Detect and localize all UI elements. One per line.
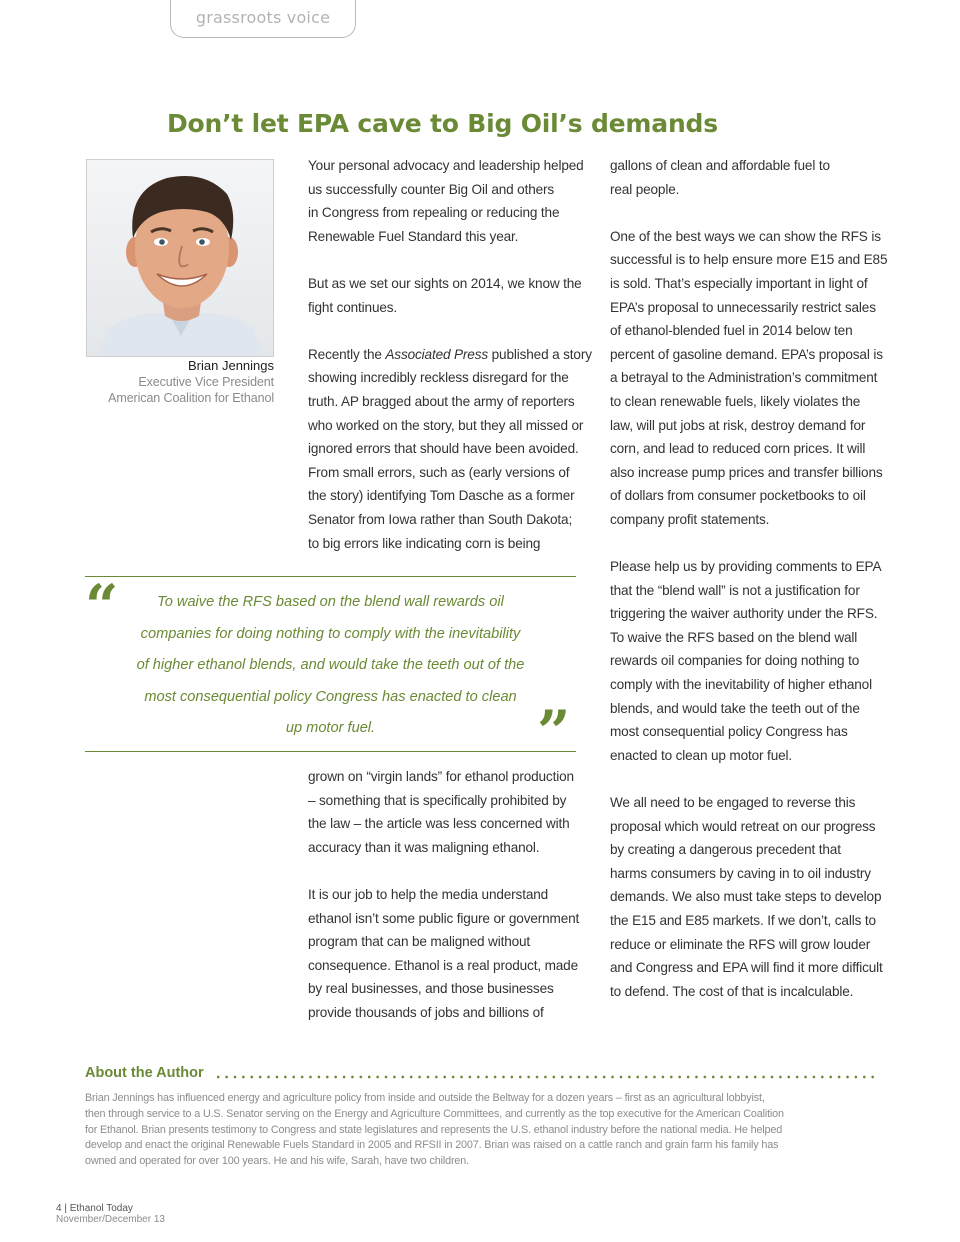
text-line: gallons of clean and affordable fuel to — [610, 158, 830, 173]
paragraph — [308, 343, 592, 555]
article-column-a — [308, 154, 592, 555]
text-line: to big errors like indicating corn is being — [308, 535, 541, 551]
pull-quote-line: of higher ethanol blends, and would take the teeth out of the — [136, 657, 525, 673]
text-line: Senator from Iowa rather than South Dakota; — [308, 511, 573, 527]
footer-separator: | — [64, 1203, 67, 1214]
paragraph — [308, 765, 579, 859]
text-line: most consequential policy Congress has — [610, 724, 848, 740]
author-photo — [86, 159, 274, 357]
text-line: grown on “virgin lands” for ethanol production — [308, 769, 574, 784]
text-line: the law – the article was less concerned with — [308, 816, 570, 832]
pull-quote-line: most consequential policy Congress has enacted to clean — [144, 688, 517, 705]
text-line: who worked on the story, but they all missed or — [308, 417, 584, 433]
text-line: the story) identifying Tom Dasche as a former — [308, 488, 575, 504]
text-line: ethanol isn’t some public figure or government — [308, 910, 580, 926]
text-line: Recently the Associated Press published a story — [308, 346, 592, 362]
text-line: proposal which would retreat on our progress — [610, 818, 876, 834]
text-line: also increase pump prices and transfer billions — [610, 464, 883, 480]
about-line: develop and enact the original Renewable Fuels Standard in 2005 and RFSII in 2007. Brian was raised on a cattle ranch and grain farm his family has — [85, 1139, 779, 1152]
close-quote-mark: ” — [537, 698, 571, 766]
text-line: ignored errors that should have been avoided. — [308, 441, 579, 457]
pull-quote-text — [85, 587, 576, 745]
pull-quote-line: up motor fuel. — [285, 720, 376, 736]
author-organization: American Coalition for Ethanol — [108, 391, 274, 405]
about-line: Brian Jennings has influenced energy and agriculture policy from inside and outside the Beltway for a dozen years – first as an agricultural lobbyist, — [85, 1092, 765, 1104]
paragraph — [610, 555, 887, 767]
text-line: of dollars from consumer pocketbooks to oil — [610, 488, 866, 504]
text-line: One of the best ways we can show the RFS is — [610, 228, 881, 244]
text-line: accuracy than it was maligning ethanol. — [308, 839, 540, 855]
text-line: company profit statements. — [610, 511, 770, 527]
paragraph — [610, 154, 887, 201]
section-tab: grassroots voice — [170, 0, 356, 38]
text-line: Your personal advocacy and leadership helped — [308, 158, 584, 173]
issue-date: November/December 13 — [56, 1214, 165, 1225]
text-line: consequence. Ethanol is a real product, made — [308, 957, 578, 973]
author-byline — [60, 358, 274, 406]
page-footer — [56, 1203, 165, 1225]
text-line: reduce or eliminate the RFS will grow louder — [610, 936, 871, 952]
text-line: law, will put jobs at risk, destroy demand for — [610, 417, 866, 433]
text-line: – something that is specifically prohibited by — [308, 792, 567, 808]
text-line: that the “blend wall” is not a justification for — [610, 582, 860, 598]
about-line: owned and operated for over 100 years. He and his wife, Sarah, have two children. — [85, 1155, 469, 1168]
pull-quote-line: companies for doing nothing to comply with the inevitability — [140, 625, 521, 642]
text-line: real people. — [610, 181, 680, 197]
about-author-title: About the Author — [85, 1065, 204, 1081]
about-line: for Ethanol. Brian presents testimony to Congress and state legislatures and represents the U.S. ethanol industry before the national media. He helped — [85, 1123, 783, 1136]
text-line: to clean renewable fuels, likely violates the — [610, 393, 861, 409]
text-line: comply with the inevitability of higher ethanol — [610, 677, 872, 693]
text-line: by real businesses, and those businesses — [308, 981, 554, 997]
text-line: From small errors, such as (early versions of — [308, 464, 570, 480]
text-line: of ethanol-blended fuel in 2014 below ten — [610, 323, 853, 339]
paragraph — [308, 272, 592, 319]
text-line: successful is to help ensure more E15 and E85 — [610, 252, 888, 268]
article-headline: Don’t let EPA cave to Big Oil’s demands — [167, 109, 718, 138]
paragraph — [308, 154, 592, 248]
article-column-c — [610, 154, 887, 1003]
text-line: triggering the waiver authority under the RFS. — [610, 606, 878, 622]
text-line: program that can be maligned without — [308, 934, 531, 950]
text-line: blends, and would take the teeth out of the — [610, 700, 860, 716]
text-line: by creating a dangerous precedent that — [610, 842, 841, 858]
text-line: harms consumers by caving in to oil industry — [610, 865, 871, 881]
text-line: enacted to clean up motor fuel. — [610, 747, 793, 763]
text-line: percent of gasoline demand. EPA’s proposal is — [610, 346, 883, 362]
text-line: fight continues. — [308, 299, 398, 315]
text-line: the E15 and E85 markets. If we don’t, calls to — [610, 913, 876, 928]
text-line: demands. We also must take steps to develop — [610, 889, 882, 905]
about-author-text — [85, 1091, 875, 1170]
page-number: 4 — [56, 1203, 62, 1214]
text-line: Renewable Fuel Standard this year. — [308, 228, 519, 244]
text-line: It is our job to help the media understand — [308, 886, 549, 902]
text-line: rewards oil companies for doing nothing to — [610, 653, 860, 669]
text-line: Please help us by providing comments to EPA — [610, 559, 882, 575]
about-line: then through service to a U.S. Senator serving on the Energy and Agriculture Committees, and currently as the top executive for the American Coalition — [85, 1107, 784, 1120]
text-line: in Congress from repealing or reducing the — [308, 205, 560, 221]
text-line: corn, and lead to reduced corn prices. It will — [610, 441, 866, 457]
text-line: a betrayal to the Administration’s commitment — [610, 370, 878, 386]
text-line: truth. AP bragged about the army of reporters — [308, 393, 575, 409]
text-line: is sold. That’s especially important in light of — [610, 275, 868, 291]
publication-name: Ethanol Today — [69, 1203, 133, 1214]
text-line: to defend. The cost of that is incalculable. — [610, 983, 854, 999]
text-line: and Congress and EPA will find it more difficult — [610, 960, 883, 976]
text-line: provide thousands of jobs and billions of — [308, 1004, 544, 1020]
author-title: Executive Vice President — [138, 375, 274, 389]
paragraph — [610, 791, 887, 1003]
publication-reference: Associated Press — [385, 346, 489, 362]
text-line: We all need to be engaged to reverse this — [610, 795, 856, 811]
author-portrait-icon — [87, 160, 274, 357]
paragraph — [610, 225, 887, 532]
author-name: Brian Jennings — [188, 358, 274, 373]
open-quote-mark: “ — [85, 572, 119, 640]
text-line: But as we set our sights on 2014, we know the — [308, 275, 582, 291]
article-column-b — [308, 765, 579, 1025]
text-line: EPA’s proposal to unnecessarily restrict sales — [610, 299, 876, 315]
text-line: us successfully counter Big Oil and others — [308, 181, 555, 197]
pull-quote-line: To waive the RFS based on the blend wall rewards oil — [157, 594, 504, 610]
dotted-divider — [214, 1075, 874, 1079]
pull-quote — [85, 572, 576, 766]
paragraph — [308, 883, 579, 1025]
text-line: showing incredibly reckless disregard for the — [308, 370, 569, 386]
text-line: To waive the RFS based on the blend wall — [610, 629, 858, 645]
